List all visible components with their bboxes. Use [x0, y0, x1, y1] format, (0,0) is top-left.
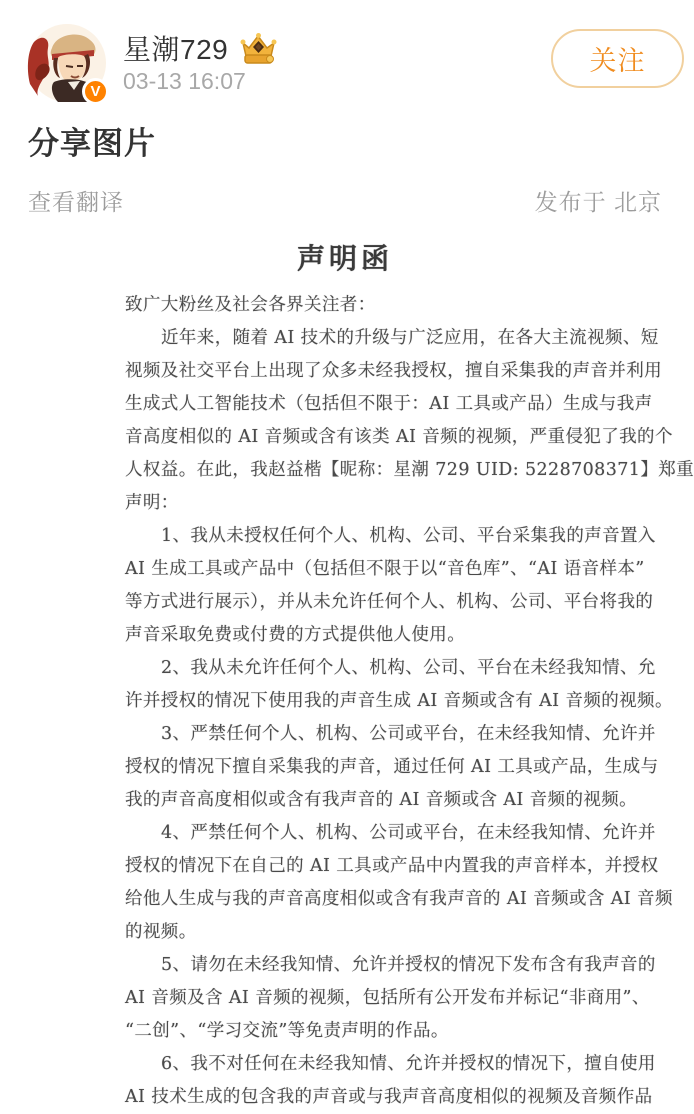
document-line: 人权益。在此，我赵益楷【昵称：星潮 729 UID: 5228708371】郑重: [125, 460, 694, 480]
document-line: 3、严禁任何个人、机构、公司或平台，在未经我知情、允许并: [161, 724, 656, 744]
vip-crown-icon[interactable]: [240, 31, 277, 65]
document-line: AI 技术生成的包含我的声音或与我声音高度相似的视频及音频作品: [125, 1087, 653, 1107]
document-line: 5、请勿在未经我知情、允许并授权的情况下发布含有我声音的: [161, 955, 656, 975]
document-line: 声音采取免费或付费的方式提供他人使用。: [125, 625, 466, 645]
document-line: 等方式进行展示），并从未允许任何个人、机构、公司、平台将我的: [125, 592, 654, 612]
post-text: 分享图片: [28, 126, 156, 161]
document-line: AI 生成工具或产品中（包括但不限于以“音色库”、“AI 语音样本”: [125, 559, 645, 579]
document-line: 许并授权的情况下使用我的声音生成 AI 音频或含有 AI 音频的视频。: [125, 691, 673, 711]
document-line: AI 音频及含 AI 音频的视频，包括所有公开发布并标记“非商用”、: [125, 988, 650, 1008]
document-line: 生成式人工智能技术（包括但不限于：AI 工具或产品）生成与我声: [125, 394, 653, 414]
document-line: 的视频。: [125, 922, 197, 942]
document-line: 音高度相似的 AI 音频或含有该类 AI 音频的视频，严重侵犯了我的个: [125, 427, 673, 447]
post-timestamp: 03-13 16:07: [123, 68, 246, 94]
document-title: 声明函: [296, 242, 393, 275]
document-line: 2、我从未允许任何个人、机构、公司、平台在未经我知情、允: [161, 658, 656, 678]
post-header: [0, 0, 690, 112]
statement-document-image[interactable]: [0, 217, 694, 1114]
verified-v-icon: V: [82, 78, 109, 105]
user-avatar[interactable]: [28, 24, 106, 102]
document-line: 授权的情况下在自己的 AI 工具或产品中内置我的声音样本，并授权: [125, 856, 659, 876]
document-line: 视频及社交平台上出现了众多未经我授权，擅自采集我的声音并利用: [125, 361, 662, 381]
document-lines: [0, 289, 694, 1114]
post-meta-row: [0, 163, 690, 217]
follow-button[interactable]: 关注: [551, 29, 684, 88]
document-line: “二创”、“学习交流”等免责声明的作品。: [125, 1021, 449, 1041]
document-line: 1、我从未授权任何个人、机构、公司、平台采集我的声音置入: [161, 526, 656, 546]
document-line: 声明：: [125, 493, 179, 513]
document-line: 致广大粉丝及社会各界关注者：: [125, 295, 376, 315]
posted-location: 发布于 北京: [534, 189, 662, 215]
document-line: 近年来，随着 AI 技术的升级与广泛应用，在各大主流视频、短: [161, 328, 659, 348]
document-line: 我的声音高度相似或含有我声音的 AI 音频或含 AI 音频的视频。: [125, 790, 638, 810]
document-line: 给他人生成与我的声音高度相似或含有我声音的 AI 音频或含 AI 音频: [125, 889, 673, 909]
username[interactable]: 星潮729: [123, 34, 229, 65]
document-line: 6、我不对任何在未经我知情、允许并授权的情况下，擅自使用: [161, 1054, 656, 1074]
document-line: 4、严禁任何个人、机构、公司或平台，在未经我知情、允许并: [161, 823, 656, 843]
document-line: 授权的情况下擅自采集我的声音，通过任何 AI 工具或产品，生成与: [125, 757, 659, 777]
view-translation-link[interactable]: 查看翻译: [28, 189, 124, 215]
